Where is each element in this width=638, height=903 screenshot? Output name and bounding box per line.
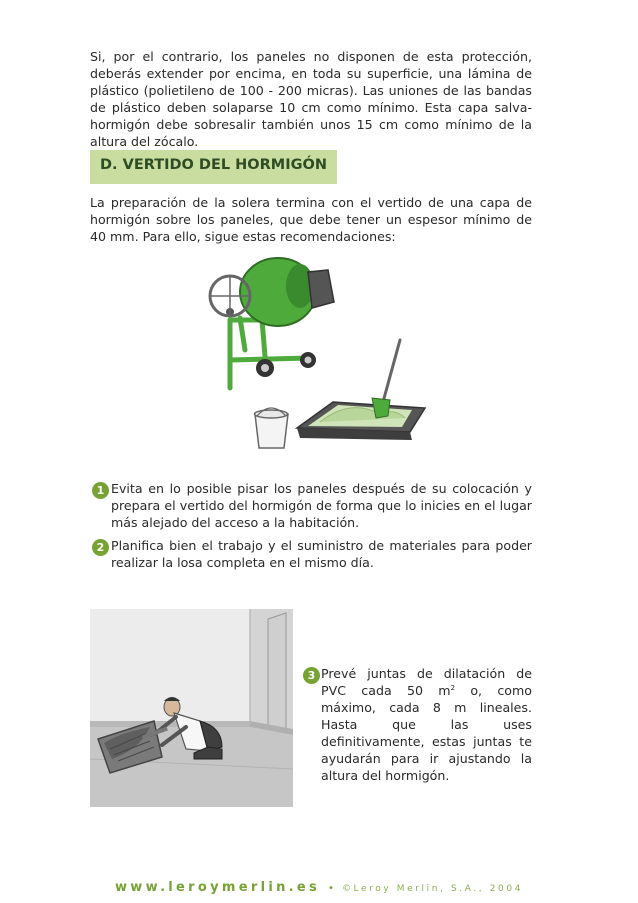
step-text-3-part-2: o, como máximo, cada 8 m lineales. Hasta que las uses definitivamente, estas juntas te ayudarán para ir ajustando la altura del hormigón. <box>321 683 532 783</box>
step-number-3: 3 <box>303 667 320 684</box>
section-intro-paragraph: La preparación de la solera termina con el vertido de una capa de hormigón sobre los paneles, que debe tener un espesor mínimo de 40 mm. Para ello, sigue estas recomendaciones: <box>90 195 532 244</box>
page-footer <box>0 876 638 895</box>
worker-pouring-concrete-illustration <box>90 609 293 807</box>
step-text-3-part-1: Prevé juntas de dilatación de PVC cada 50 m <box>321 666 532 698</box>
footer-website-link[interactable]: www.leroymerlin.es <box>114 880 321 895</box>
step-text-3 <box>321 665 532 784</box>
footer-copyright: ©Leroy Merlin, S.A., 2004 <box>341 884 524 894</box>
intro-paragraph: Si, por el contrario, los paneles no disponen de esta protección, deberás extender por encima, en toda su superficie, una lámina de plástico (polietileno de 100 - 200 micras). Las uniones de las bandas de plástico deben solaparse 10 cm como mínimo. Esta capa salva-hormigón debe sobresalir también unos 15 cm como mínimo de la altura del zócalo. <box>90 49 532 149</box>
step-number-2: 2 <box>92 539 109 556</box>
step-number-1: 1 <box>92 482 109 499</box>
step-text-1: Evita en lo posible pisar los paneles después de su colocación y prepara el vertido del hormigón de forma que lo inicies en el lugar más alejado del acceso a la habitación. <box>111 481 532 530</box>
section-header <box>90 150 337 184</box>
concrete-mixer-illustration <box>200 240 435 470</box>
step-text-2: Planifica bien el trabajo y el suministro de materiales para poder realizar la losa completa en el mismo día. <box>111 538 532 570</box>
footer-separator: • <box>328 883 334 894</box>
section-title: D. VERTIDO DEL HORMIGÓN <box>100 157 327 173</box>
square-meter-superscript: 2 <box>450 683 456 692</box>
